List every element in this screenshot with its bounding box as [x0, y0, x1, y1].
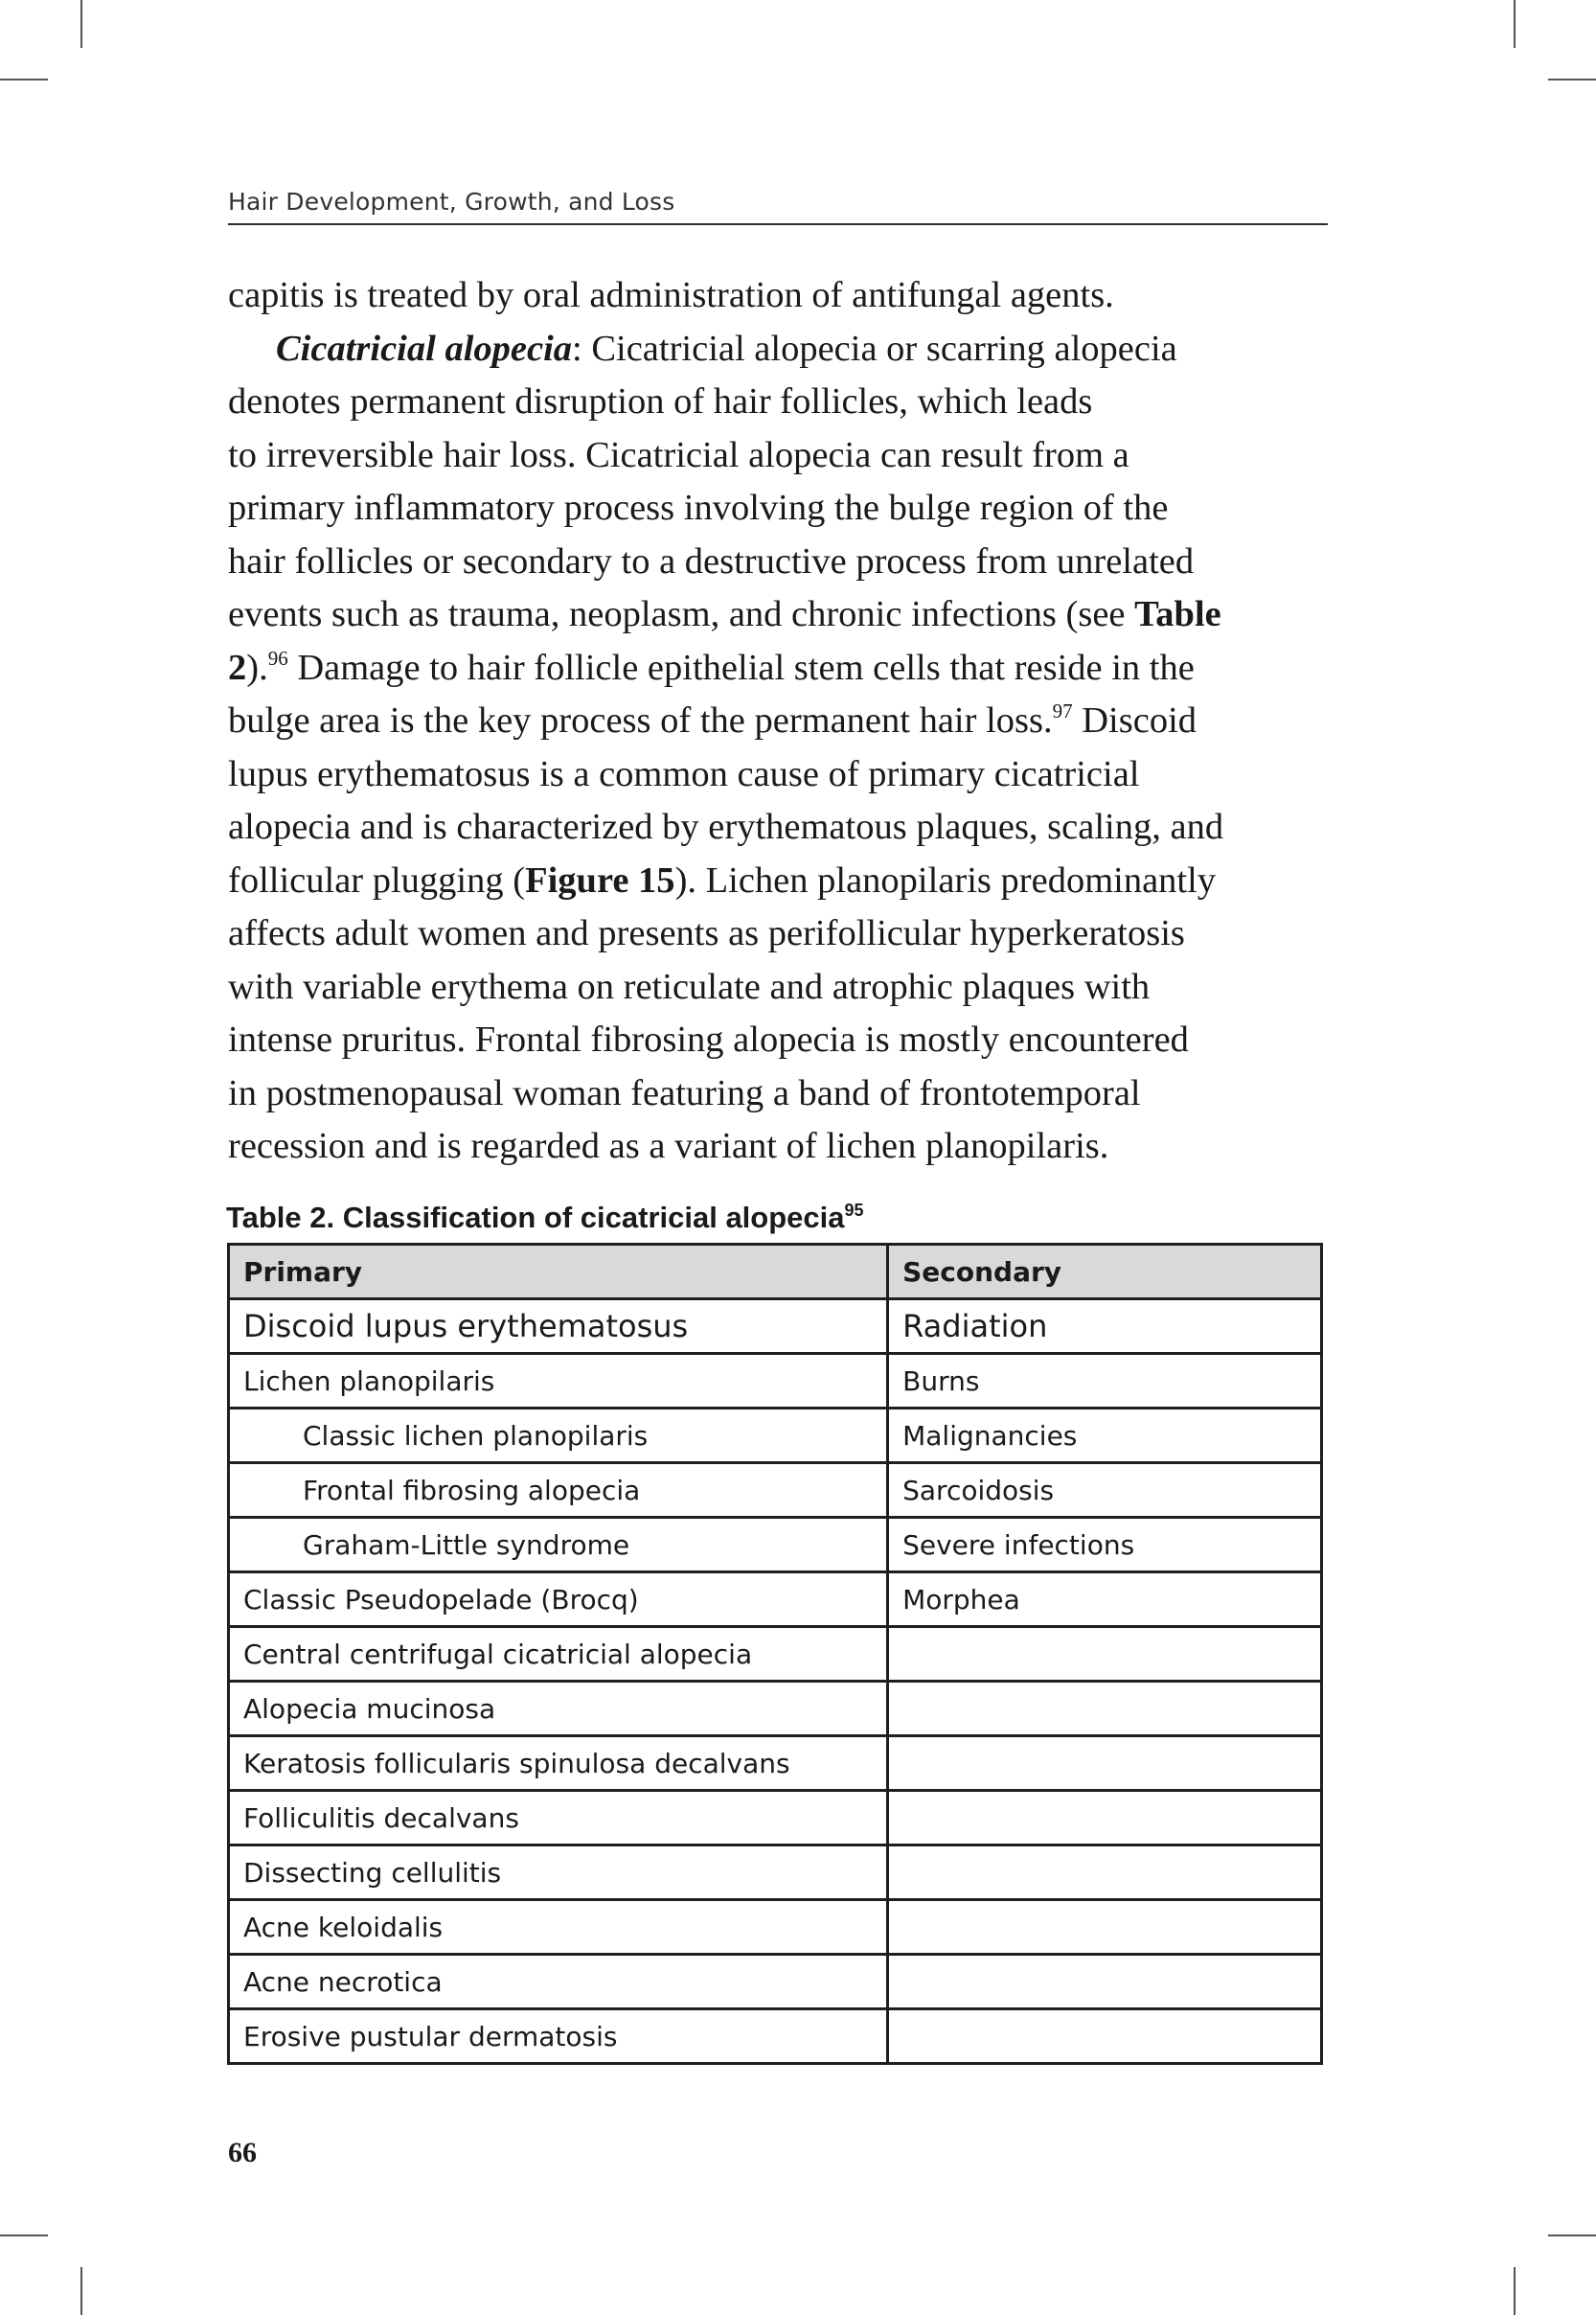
table-reference[interactable]: 2	[228, 647, 247, 688]
secondary-cell: Radiation	[888, 1299, 1322, 1354]
citation-ref[interactable]: 96	[267, 646, 288, 670]
text-span: in postmenopausal woman featuring a band of frontotemporal	[228, 1072, 1141, 1113]
text-span: capitis is treated by oral administration of antifungal agents.	[228, 275, 1114, 315]
table-row	[229, 1791, 1322, 1845]
crop-mark	[1548, 2235, 1596, 2236]
secondary-cell	[888, 1682, 1322, 1736]
text-span: ). Lichen planopilaris predominantly	[674, 860, 1217, 901]
table-row	[229, 1409, 1322, 1463]
table-row	[229, 1572, 1322, 1627]
table-row	[229, 1682, 1322, 1736]
column-header-primary: Primary	[229, 1245, 888, 1299]
column-header-secondary: Secondary	[888, 1245, 1322, 1299]
table-row	[229, 1845, 1322, 1900]
primary-cell: Central centrifugal cicatricial alopecia	[229, 1627, 888, 1682]
table-row	[229, 1900, 1322, 1955]
crop-mark	[1514, 2267, 1516, 2315]
table-row	[229, 1518, 1322, 1572]
text-span: alopecia and is characterized by erythematous plaques, scaling, and	[228, 807, 1224, 847]
text-line	[228, 536, 1330, 589]
text-span: affects adult women and presents as perifollicular hyperkeratosis	[228, 913, 1185, 953]
text-span: intense pruritus. Frontal fibrosing alopecia is mostly encountered	[228, 1020, 1189, 1060]
primary-cell: Dissecting cellulitis	[229, 1845, 888, 1900]
primary-cell: Acne keloidalis	[229, 1900, 888, 1955]
secondary-cell	[888, 1736, 1322, 1791]
text-span: primary inflammatory process involving the bulge region of the	[228, 488, 1169, 528]
text-span: denotes permanent disruption of hair follicles, which leads	[228, 381, 1093, 422]
term-cicatricial-alopecia: Cicatricial alopecia	[276, 328, 573, 369]
running-head: Hair Development, Growth, and Loss	[228, 188, 1328, 225]
table-row	[229, 1955, 1322, 2009]
table-row	[229, 1299, 1322, 1354]
text-line	[228, 855, 1330, 908]
text-span: : Cicatricial alopecia or scarring alopecia	[572, 328, 1177, 369]
text-line	[228, 429, 1330, 483]
table-caption-text: Table 2. Classification of cicatricial alopecia	[226, 1201, 845, 1234]
primary-cell: Acne necrotica	[229, 1955, 888, 2009]
crop-mark	[1548, 79, 1596, 80]
text-line	[228, 907, 1330, 961]
crop-mark	[0, 2235, 48, 2236]
text-line	[228, 961, 1330, 1015]
secondary-cell	[888, 1845, 1322, 1900]
table-row	[229, 1736, 1322, 1791]
secondary-cell	[888, 1900, 1322, 1955]
text-span: hair follicles or secondary to a destructive process from unrelated	[228, 540, 1195, 582]
text-span: lupus erythematosus is a common cause of primary cicatricial	[228, 753, 1140, 794]
crop-mark	[1514, 0, 1516, 48]
primary-subcell: Graham-Little syndrome	[229, 1518, 888, 1572]
secondary-cell: Severe infections	[888, 1518, 1322, 1572]
text-line	[228, 695, 1330, 748]
crop-mark	[80, 2267, 82, 2315]
primary-cell: Lichen planopilaris	[229, 1354, 888, 1409]
text-span: to irreversible hair loss. Cicatricial alopecia can result from a	[228, 434, 1129, 475]
table-header-row	[229, 1245, 1322, 1299]
text-line	[228, 642, 1330, 696]
text-line	[228, 1014, 1330, 1067]
classification-table	[227, 1243, 1323, 2065]
primary-cell: Classic Pseudopelade (Brocq)	[229, 1572, 888, 1627]
secondary-cell	[888, 1627, 1322, 1682]
secondary-cell: Sarcoidosis	[888, 1463, 1322, 1518]
text-span: Discoid	[1072, 700, 1197, 741]
text-line	[228, 323, 1330, 377]
text-line	[228, 748, 1330, 802]
page-number: 66	[228, 2137, 257, 2168]
crop-mark	[0, 79, 48, 80]
table-row	[229, 1463, 1322, 1518]
body-text	[228, 269, 1330, 1174]
table-row	[229, 1627, 1322, 1682]
primary-subcell: Frontal fibrosing alopecia	[229, 1463, 888, 1518]
table-row	[229, 1354, 1322, 1409]
text-span: with variable erythema on reticulate and atrophic plaques with	[228, 966, 1151, 1007]
text-span: ).	[246, 647, 268, 688]
citation-ref[interactable]: 97	[1052, 699, 1073, 722]
primary-cell: Folliculitis decalvans	[229, 1791, 888, 1845]
citation-ref[interactable]: 95	[844, 1201, 864, 1220]
primary-cell: Erosive pustular dermatosis	[229, 2009, 888, 2064]
text-span: follicular plugging (	[228, 860, 526, 901]
table-row	[229, 2009, 1322, 2064]
secondary-cell	[888, 1955, 1322, 2009]
text-span: Damage to hair follicle epithelial stem cells that reside in the	[287, 647, 1195, 688]
secondary-cell: Morphea	[888, 1572, 1322, 1627]
primary-cell: Discoid lupus erythematosus	[229, 1299, 888, 1354]
crop-mark	[80, 0, 82, 48]
secondary-cell: Burns	[888, 1354, 1322, 1409]
secondary-cell	[888, 2009, 1322, 2064]
text-line	[228, 1120, 1330, 1174]
secondary-cell: Malignancies	[888, 1409, 1322, 1463]
text-line	[228, 801, 1330, 855]
table-caption	[226, 1201, 864, 1235]
text-line	[228, 269, 1330, 323]
primary-cell: Keratosis follicularis spinulosa decalvans	[229, 1736, 888, 1791]
primary-cell: Alopecia mucinosa	[229, 1682, 888, 1736]
secondary-cell	[888, 1791, 1322, 1845]
text-line	[228, 1067, 1330, 1121]
text-line	[228, 482, 1330, 536]
text-span: events such as trauma, neoplasm, and chronic infections (see	[228, 594, 1135, 634]
figure-reference[interactable]: Figure 15	[525, 860, 675, 901]
text-line	[228, 588, 1330, 642]
text-line	[228, 376, 1330, 429]
text-span: bulge area is the key process of the permanent hair loss.	[228, 700, 1053, 741]
text-span: recession and is regarded as a variant of lichen planopilaris.	[228, 1126, 1109, 1166]
table-reference[interactable]: Table	[1134, 594, 1221, 634]
primary-subcell: Classic lichen planopilaris	[229, 1409, 888, 1463]
